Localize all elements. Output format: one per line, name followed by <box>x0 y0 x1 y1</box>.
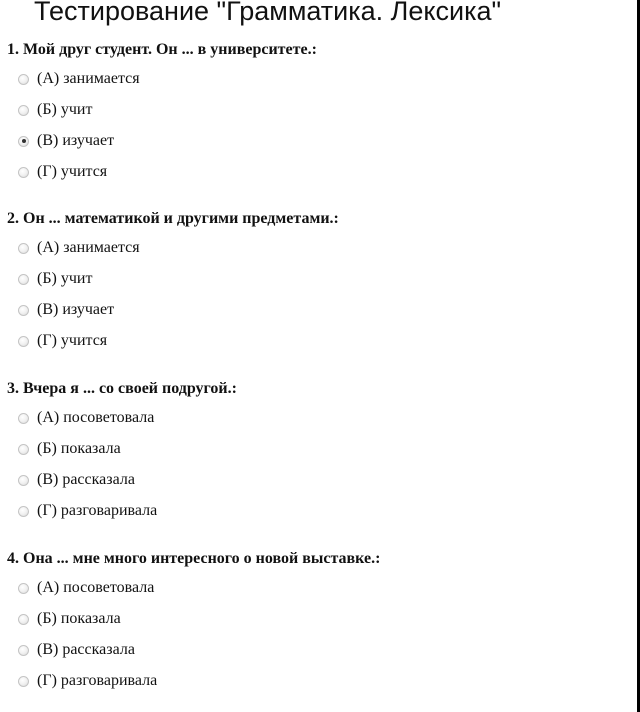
question-text: 1. Мой друг студент. Он ... в университете.: <box>7 41 317 58</box>
radio-button[interactable] <box>18 336 29 347</box>
answer-option-b[interactable] <box>18 437 121 461</box>
option-label: (А) посоветовала <box>37 579 155 596</box>
radio-button[interactable] <box>18 243 29 254</box>
radio-button[interactable] <box>18 676 29 687</box>
answer-option-a[interactable] <box>18 406 154 430</box>
radio-button[interactable] <box>18 583 29 594</box>
radio-button[interactable] <box>18 444 29 455</box>
radio-button[interactable] <box>18 105 29 116</box>
question-text: 3. Вчера я ... со своей подругой.: <box>7 380 237 397</box>
answer-option-v[interactable] <box>18 638 135 662</box>
radio-button[interactable] <box>18 274 29 285</box>
answer-option-a[interactable] <box>18 576 154 600</box>
option-label: (А) занимается <box>37 239 140 256</box>
option-label: (А) занимается <box>37 70 140 87</box>
radio-button[interactable] <box>18 645 29 656</box>
radio-button[interactable] <box>18 136 29 147</box>
answer-option-v[interactable] <box>18 129 114 153</box>
option-label: (В) изучает <box>37 301 115 318</box>
radio-button[interactable] <box>18 413 29 424</box>
option-label: (Б) учит <box>37 101 93 118</box>
option-label: (Б) показала <box>37 440 121 457</box>
answer-option-a[interactable] <box>18 236 140 260</box>
option-label: (А) посоветовала <box>37 409 155 426</box>
answer-option-a[interactable] <box>18 67 140 91</box>
option-label: (В) рассказала <box>37 471 135 488</box>
option-label: (В) изучает <box>37 132 115 149</box>
answer-option-g[interactable] <box>18 160 107 184</box>
option-label: (Г) разговаривала <box>37 672 158 689</box>
option-label: (Г) разговаривала <box>37 502 158 519</box>
answer-option-g[interactable] <box>18 329 107 353</box>
radio-button[interactable] <box>18 614 29 625</box>
radio-button[interactable] <box>18 305 29 316</box>
page-title: Тестирование "Грамматика. Лексика" <box>34 0 502 26</box>
radio-button[interactable] <box>18 74 29 85</box>
option-label: (Б) учит <box>37 270 93 287</box>
answer-option-b[interactable] <box>18 267 92 291</box>
option-label: (Г) учится <box>37 332 108 349</box>
answer-option-v[interactable] <box>18 468 135 492</box>
answer-option-v[interactable] <box>18 298 114 322</box>
answer-option-g[interactable] <box>18 669 157 693</box>
option-label: (В) рассказала <box>37 641 135 658</box>
option-label: (Б) показала <box>37 610 121 627</box>
radio-button[interactable] <box>18 475 29 486</box>
radio-button[interactable] <box>18 167 29 178</box>
answer-option-b[interactable] <box>18 98 92 122</box>
option-label: (Г) учится <box>37 163 108 180</box>
answer-option-g[interactable] <box>18 499 157 523</box>
question-text: 2. Он ... математикой и другими предметами.: <box>7 210 339 227</box>
question-text: 4. Она ... мне много интересного о новой выставке.: <box>7 550 381 567</box>
answer-option-b[interactable] <box>18 607 121 631</box>
radio-button[interactable] <box>18 506 29 517</box>
